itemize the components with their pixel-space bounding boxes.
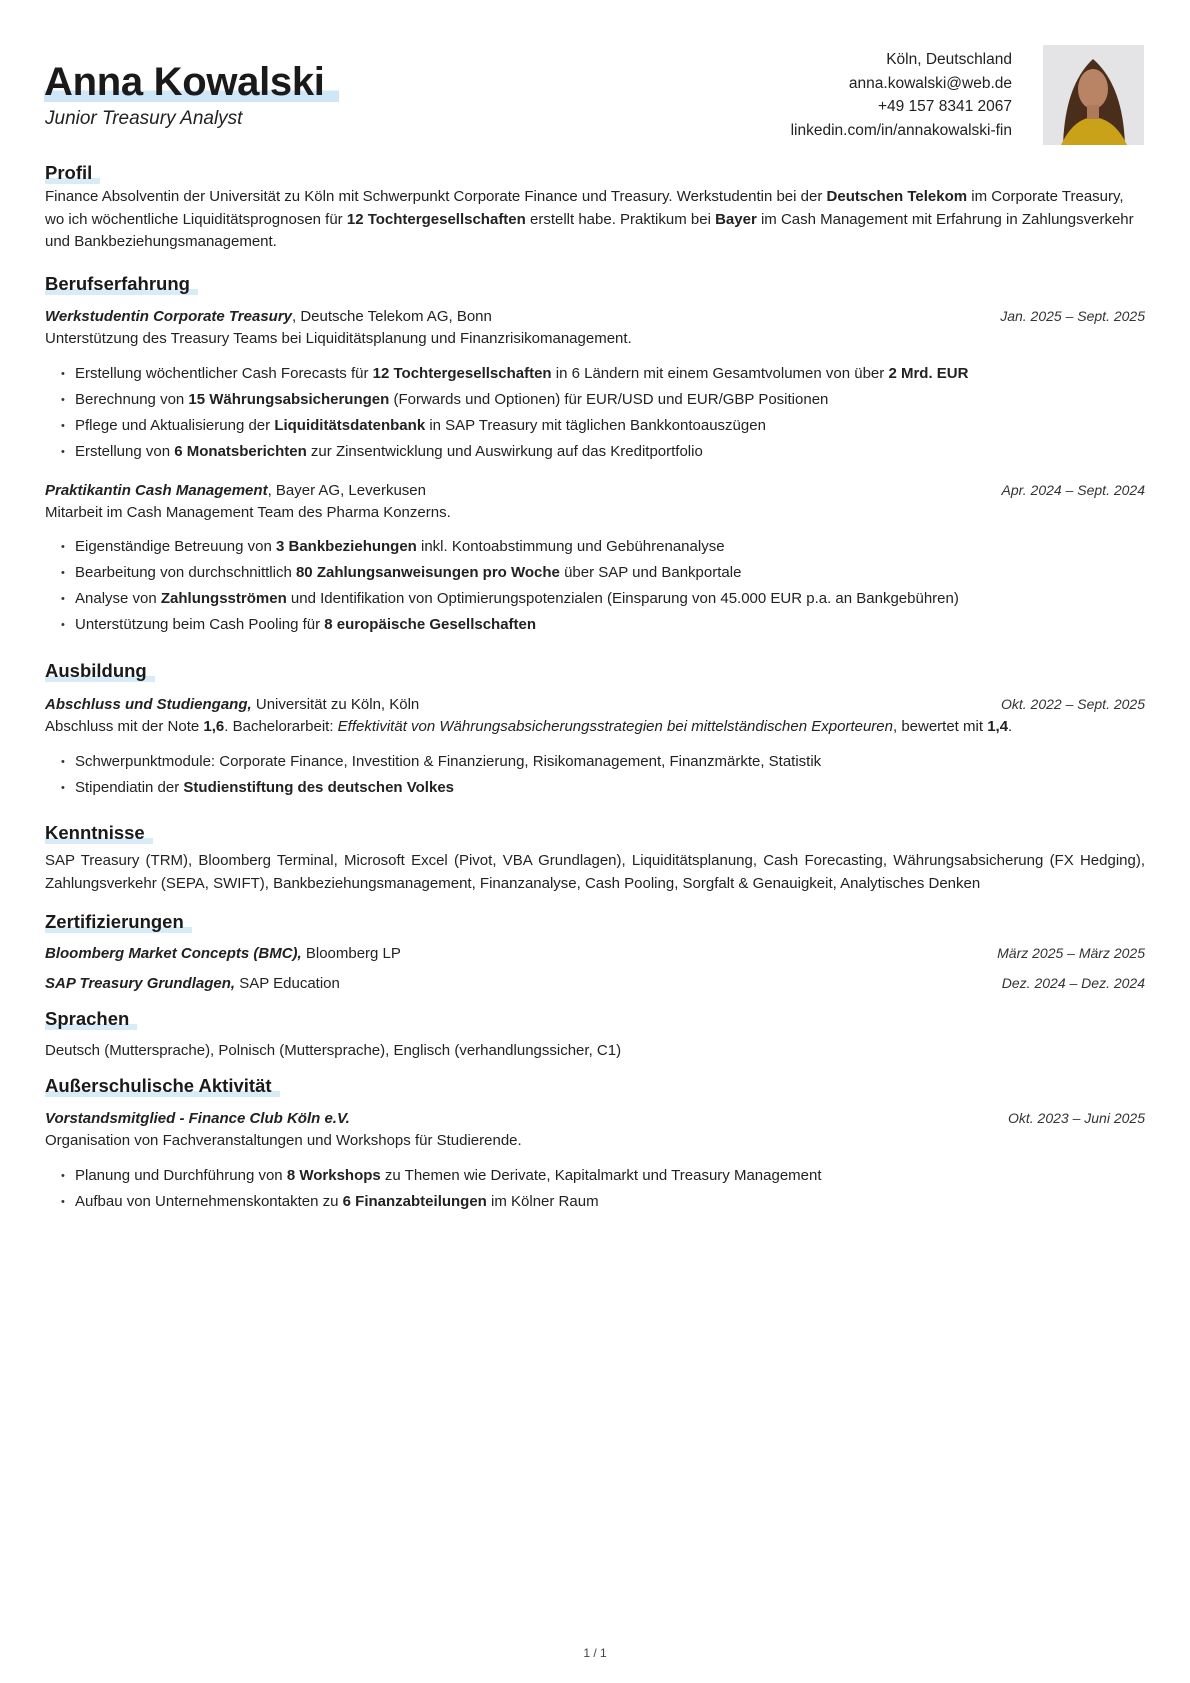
text-segment: und Identifikation von Optimierungspotenzialen (Einsparung von 45.000 EUR p.a. an Bankgebühren): [286, 590, 959, 607]
activity-description: [45, 1130, 1145, 1153]
job-bullets: [45, 534, 1145, 638]
bold-text: 1,6: [203, 718, 225, 735]
cert-date: März 2025 – März 2025: [997, 945, 1145, 961]
bullet-item: [75, 612, 1145, 638]
skills-text: SAP Treasury (TRM), Bloomberg Terminal, Microsoft Excel (Pivot, VBA Grundlagen), Liquiditätsplanung, Cash Forecasting, Währungsabsicherung (FX Hedging), Zahlungsverkehr (SEPA, SWIFT), Bankbeziehungsmanagement, Finanzanalyse, Cash Pooling, Sorgfalt & Genauigkeit, Analytisches Denken: [45, 852, 1145, 892]
job-date: Jan. 2025 – Sept. 2025: [1000, 308, 1145, 324]
text-segment: (Forwards und Optionen) für EUR/USD und EUR/GBP Positionen: [389, 390, 829, 408]
text-segment: Bearbeitung von durchschnittlich: [75, 564, 296, 581]
bullet-item: [75, 560, 1145, 586]
section-languages: [45, 1006, 1145, 1063]
bold-text: 8 Workshops: [286, 1166, 381, 1184]
job-description: [45, 328, 1145, 351]
section-skills: [45, 820, 1145, 895]
job-heading: [45, 479, 426, 502]
profile-summary: [45, 186, 1145, 254]
job-heading: [45, 305, 492, 328]
title-text: Bloomberg Market Concepts (BMC),: [45, 945, 302, 962]
section-profil: [45, 160, 1145, 254]
activity-heading: [45, 1107, 350, 1130]
text-segment: Schwerpunktmodule: Corporate Finance, Investition & Finanzierung, Risikomanagement, Finanzmärkte, Statistik: [75, 752, 822, 770]
linkedin-link[interactable]: linkedin.com/in/annakowalski-fin: [790, 121, 1012, 139]
title-text: Werkstudentin Corporate Treasury: [45, 308, 293, 325]
text-segment: , bewertet mit: [892, 718, 988, 735]
text-segment: in SAP Treasury mit täglichen Bankkontoauszügen: [425, 416, 766, 434]
cert-entry: [45, 972, 1145, 995]
job-description: [45, 502, 1145, 525]
activity-bullets: [45, 1163, 1145, 1215]
cert-date: Dez. 2024 – Dez. 2024: [1001, 975, 1145, 991]
bold-text: Deutschen Telekom: [826, 188, 968, 205]
section-heading: Sprachen: [45, 1006, 137, 1032]
job-entry: [45, 305, 1145, 465]
text-segment: , Bayer AG, Leverkusen: [267, 481, 426, 499]
text-segment: in 6 Ländern mit einem Gesamtvolumen von über: [551, 364, 889, 382]
bold-text: 3 Bankbeziehungen: [275, 538, 417, 555]
section-heading: Berufserfahrung: [45, 271, 198, 297]
bold-text: 6 Monatsberichten: [174, 442, 307, 460]
email-link[interactable]: anna.kowalski@web.de: [848, 74, 1012, 92]
bullet-item: [75, 534, 1145, 560]
text-segment: Analyse von: [75, 590, 161, 607]
text-segment: Bloomberg LP: [301, 945, 401, 962]
text-segment: Unterstützung des Treasury Teams bei Liquiditätsplanung und Finanzrisikomanagement.: [45, 330, 632, 347]
text-segment: im Corporate Treasury, wo ich wöchentliche Liquiditätsprognosen für: [45, 188, 1124, 228]
bold-text: 12 Tochtergesellschaften: [372, 364, 552, 382]
bold-text: 2 Mrd. EUR: [888, 364, 969, 382]
text-segment: Stipendiatin der: [75, 778, 184, 796]
bold-text: 6 Finanzabteilungen: [342, 1192, 487, 1210]
contact-info: [791, 48, 1012, 142]
candidate-name: Anna Kowalski: [44, 58, 339, 106]
text-segment: im Kölner Raum: [486, 1192, 599, 1210]
bullet-item: [75, 361, 1145, 387]
text-segment: erstellt habe. Praktikum bei: [525, 210, 716, 228]
bullet-item: [75, 749, 1145, 775]
languages-text: Deutsch (Muttersprache), Polnisch (Muttersprache), Englisch (verhandlungssicher, C1): [45, 1042, 622, 1059]
bold-text: 1,4: [987, 718, 1009, 735]
bullet-item: [75, 439, 1145, 465]
bullet-item: [75, 1189, 1145, 1215]
section-heading: Kenntnisse: [45, 820, 153, 846]
text-segment: Abschluss mit der Note: [45, 718, 204, 735]
bullet-item: [75, 775, 1145, 801]
text-segment: zu Themen wie Derivate, Kapitalmarkt und Treasury Management: [380, 1166, 822, 1184]
text-segment: inkl. Kontoabstimmung und Gebührenanalyse: [416, 538, 725, 555]
phone: +49 157 8341 2067: [877, 98, 1012, 115]
text-segment: , Deutsche Telekom AG, Bonn: [292, 308, 492, 325]
text-segment: Unterstützung beim Cash Pooling für: [75, 616, 325, 633]
bullet-item: [75, 387, 1145, 413]
bold-text: Bayer: [715, 210, 757, 228]
job-bullets: [45, 361, 1145, 465]
text-segment: Universität zu Köln, Köln: [251, 696, 420, 713]
text-segment: Organisation von Fachveranstaltungen und Workshops für Studierende.: [45, 1132, 522, 1149]
job-entry: [45, 479, 1145, 639]
text-segment: Finance Absolventin der Universität zu Köln mit Schwerpunkt Corporate Finance und Treasury. Werkstudentin bei der: [45, 188, 827, 205]
title-text: Praktikantin Cash Management: [45, 481, 268, 499]
section-education: [45, 658, 1145, 801]
text-segment: Erstellung von: [75, 442, 175, 460]
text-segment: über SAP und Bankportale: [559, 564, 742, 581]
section-certifications: [45, 909, 1145, 995]
page-number: 1 / 1: [583, 1646, 607, 1660]
text-segment: Pflege und Aktualisierung der: [75, 416, 275, 434]
job-date: Apr. 2024 – Sept. 2024: [1001, 481, 1145, 498]
text-segment: .: [1008, 718, 1013, 735]
text-segment: Berechnung von: [75, 390, 189, 408]
cert-heading: [45, 972, 340, 995]
profile-photo: [1043, 45, 1144, 145]
text-segment: Aufbau von Unternehmenskontakten zu: [75, 1192, 343, 1210]
bold-text: 15 Währungsabsicherungen: [188, 390, 390, 408]
italic-text: Effektivität von Währungsabsicherungsstrategien bei mittelständischen Exporteuren: [337, 718, 893, 735]
education-bullets: [45, 749, 1145, 801]
text-segment: zur Zinsentwicklung und Auswirkung auf das Kreditportfolio: [306, 442, 703, 460]
location: Köln, Deutschland: [886, 51, 1012, 68]
section-heading: Ausbildung: [45, 658, 155, 684]
job-title: Junior Treasury Analyst: [45, 108, 243, 129]
title-text: SAP Treasury Grundlagen,: [45, 975, 236, 992]
bullet-item: [75, 1163, 1145, 1189]
bold-text: Liquiditätsdatenbank: [274, 416, 426, 434]
section-activities: [45, 1073, 1145, 1215]
bold-text: Studienstiftung des deutschen Volkes: [183, 778, 454, 796]
text-segment: . Bachelorarbeit:: [224, 718, 338, 735]
bullet-item: [75, 586, 1145, 612]
cert-entry: [45, 942, 1145, 965]
section-heading: Außerschulische Aktivität: [45, 1073, 280, 1099]
section-heading: Profil: [45, 160, 100, 186]
title-text: Abschluss und Studiengang,: [45, 696, 252, 713]
section-experience: [45, 271, 1145, 638]
title-text: Vorstandsmitglied - Finance Club Köln e.V.: [45, 1110, 350, 1127]
text-segment: Eigenständige Betreuung von: [75, 538, 276, 555]
activity-date: Okt. 2023 – Juni 2025: [1008, 1110, 1145, 1126]
text-segment: Erstellung wöchentlicher Cash Forecasts für: [75, 364, 373, 382]
bold-text: Zahlungsströmen: [160, 590, 287, 607]
section-heading: Zertifizierungen: [45, 909, 192, 935]
text-segment: Planung und Durchführung von: [75, 1166, 287, 1184]
text-segment: Mitarbeit im Cash Management Team des Pharma Konzerns.: [45, 503, 451, 521]
cert-heading: [45, 942, 401, 965]
text-segment: im Cash Management mit Erfahrung in Zahlungsverkehr und Bankbeziehungsmanagement.: [45, 210, 1134, 250]
text-segment: SAP Education: [235, 975, 340, 992]
education-date: Okt. 2022 – Sept. 2025: [1001, 696, 1145, 712]
bullet-item: [75, 413, 1145, 439]
bold-text: 80 Zahlungsanweisungen pro Woche: [295, 564, 560, 581]
bold-text: 8 europäische Gesellschaften: [324, 616, 537, 633]
bold-text: 12 Tochtergesellschaften: [346, 210, 526, 228]
education-description: [45, 716, 1145, 739]
education-heading: [45, 693, 419, 716]
